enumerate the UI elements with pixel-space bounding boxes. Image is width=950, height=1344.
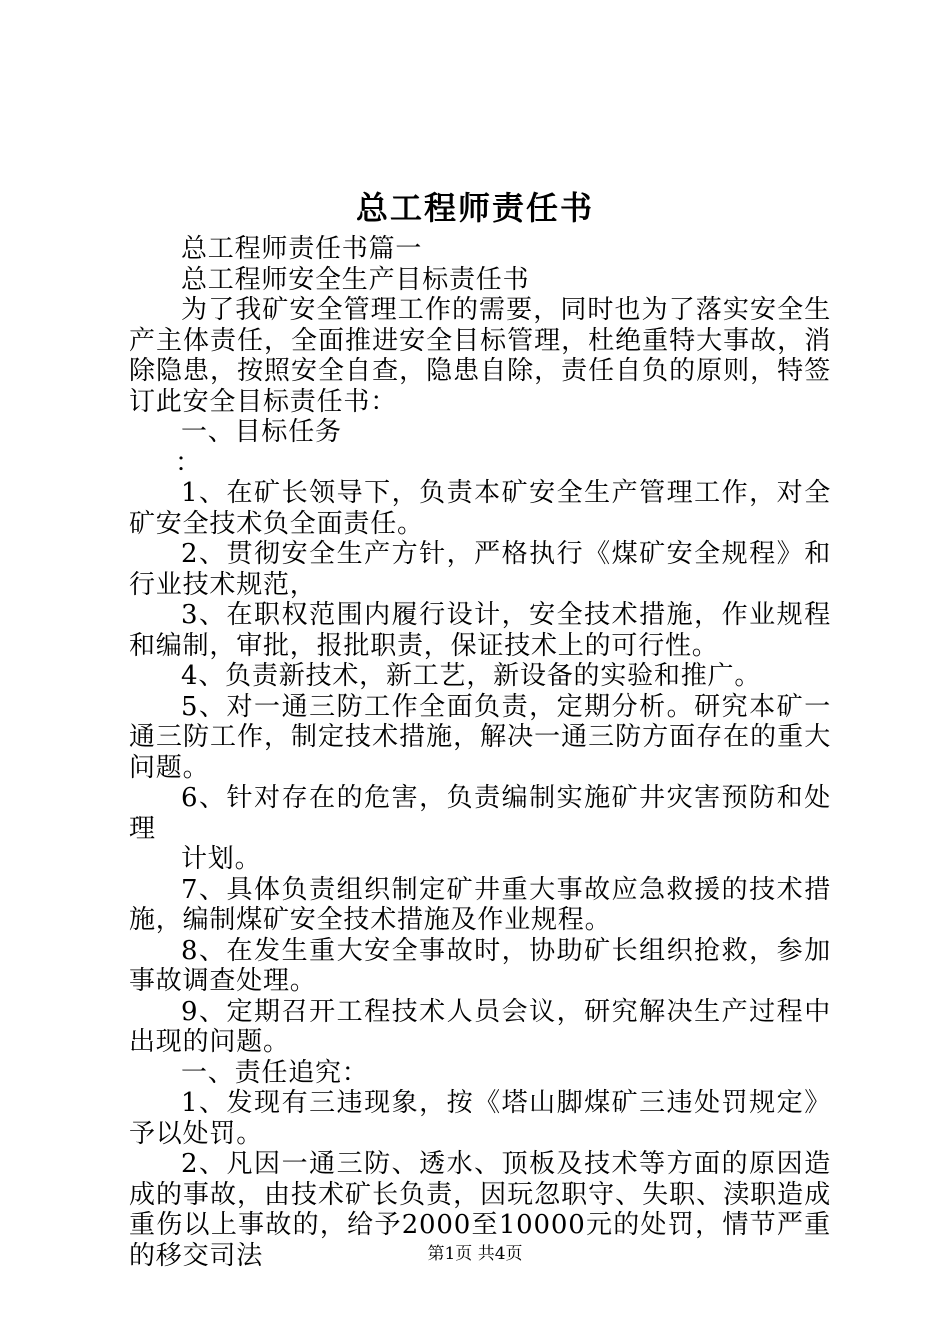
- paragraph-2: 总工程师安全生产目标责任书: [181, 264, 530, 295]
- page-title: 总工程师责任书: [355, 189, 594, 227]
- paragraph-item-4: 4、负责新技术，新工艺，新设备的实验和推广。: [181, 661, 762, 691]
- paragraph-item-6-continued: 计划。: [181, 844, 262, 874]
- paragraph-item-1: 1、在矿长领导下，负责本矿安全生产管理工作，对全矿安全技术负全面责任。: [129, 478, 831, 539]
- paragraph-accountability-1: 1、发现有三违现象，按《塔山脚煤矿三违处罚规定》予以处罚。: [129, 1088, 831, 1149]
- paragraph-3: 为了我矿安全管理工作的需要，同时也为了落实安全生产主体责任，全面推进安全目标管理，杜绝重特大事故，消除隐患，按照安全自查，隐患自除，责任自负的原则，特签订此安全目标责任书：: [129, 295, 831, 417]
- paragraph-item-6: 6、针对存在的危害，负责编制实施矿井灾害预防和处理: [129, 783, 831, 844]
- paragraph-item-8: 8、在发生重大安全事故时，协助矿长组织抢救，参加事故调查处理。: [129, 935, 831, 996]
- section-heading-accountability: 一、责任追究：: [181, 1057, 369, 1088]
- paragraph-item-9: 9、定期召开工程技术人员会议，研究解决生产过程中出现的问题。: [129, 996, 831, 1057]
- paragraph-colon: ：: [175, 447, 202, 478]
- paragraph-item-5: 5、对一通三防工作全面负责，定期分析。研究本矿一通三防工作，制定技术措施，解决一通三防方面存在的重大问题。: [129, 691, 831, 783]
- paragraph-1: 总工程师责任书篇一: [181, 234, 423, 264]
- paragraph-accountability-2: 2、凡因一通三防、透水、顶板及技术等方面的原因造成的事故，由技术矿长负责，因玩忽职守、失职、渎职造成重伤以上事故的，给予2000至10000元的处罚，情节严重的移交司法: [129, 1149, 831, 1271]
- section-heading-targets: 一、目标任务: [181, 417, 342, 447]
- paragraph-item-2: 2、贯彻安全生产方针，严格执行《煤矿安全规程》和行业技术规范，: [129, 539, 831, 600]
- paragraph-item-3: 3、在职权范围内履行设计，安全技术措施，作业规程和编制，审批，报批职责，保证技术上的可行性。: [129, 600, 831, 661]
- page-footer: 第1页 共4页: [427, 1244, 523, 1264]
- paragraph-item-7: 7、具体负责组织制定矿井重大事故应急救援的技术措施，编制煤矿安全技术措施及作业规程。: [129, 874, 831, 935]
- document-body: [129, 234, 831, 1271]
